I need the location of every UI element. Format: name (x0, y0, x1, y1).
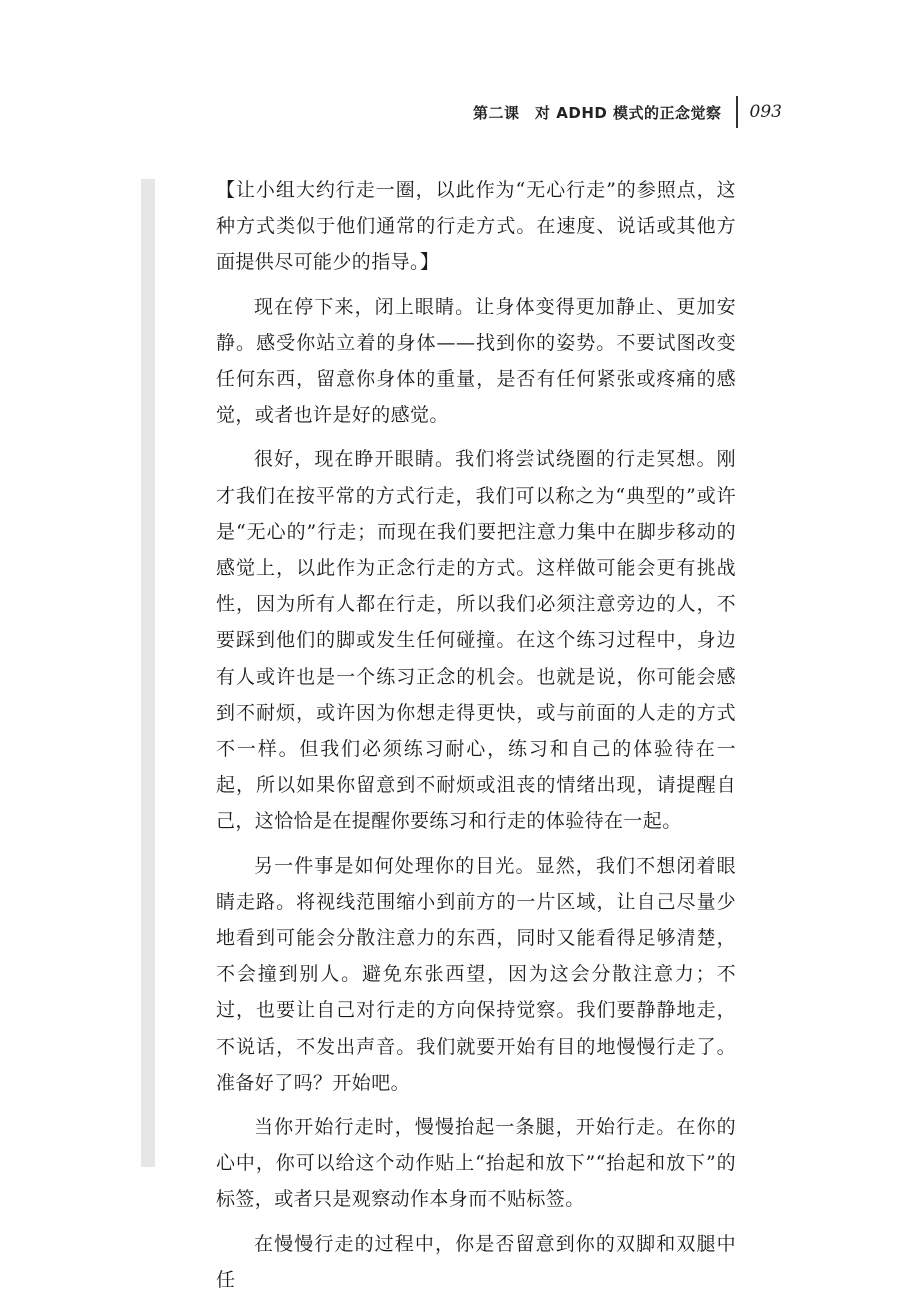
chapter-title: 第二课 对 ADHD 模式的正念觉察 (473, 103, 722, 122)
paragraph: 很好，现在睁开眼睛。我们将尝试绕圈的行走冥想。刚才我们在按平常的方式行走，我们可以称之为“典型的”或许是“无心的”行走；而现在我们要把注意力集中在脚步移动的感觉上，以此作为正念行走的方式。这样做可能会更有挑战性，因为所有人都在行走，所以我们必须注意旁边的人，不要踩到他们的脚或发生任何碰撞。在这个练习过程中，身边有人或许也是一个练习正念的机会。也就是说，你可能会感到不耐烦，或许因为你想走得更快，或与前面的人走的方式不一样。但我们必须练习耐心，练习和自己的体验待在一起，所以如果你留意到不耐烦或沮丧的情绪出现，请提醒自己，这恰恰是在提醒你要练习和行走的体验待在一起。 (216, 448, 736, 833)
margin-bar (141, 179, 155, 1167)
running-header (473, 96, 782, 128)
header-divider (736, 96, 738, 128)
body-text (216, 172, 736, 1306)
paragraph: 另一件事是如何处理你的目光。显然，我们不想闭着眼睛走路。将视线范围缩小到前方的一片区域，让自己尽量少地看到可能会分散注意力的东西，同时又能看得足够清楚，不会撞到别人。避免东张西望，因为这会分散注意力；不过，也要让自己对行走的方向保持觉察。我们要静静地走，不说话，不发出声音。我们就要开始有目的地慢慢行走了。准备好了吗？开始吧。 (216, 854, 736, 1094)
instruction-paragraph: 【让小组大约行走一圈，以此作为“无心行走”的参照点，这种方式类似于他们通常的行走方式。在速度、说话或其他方面提供尽可能少的指导。】 (216, 179, 736, 274)
page-number: 093 (749, 102, 782, 122)
paragraph: 在慢慢行走的过程中，你是否留意到你的双脚和双腿中任 (216, 1232, 736, 1291)
paragraph: 当你开始行走时，慢慢抬起一条腿，开始行走。在你的心中，你可以给这个动作贴上“抬起和放下”“抬起和放下”的标签，或者只是观察动作本身而不贴标签。 (216, 1116, 736, 1211)
paragraph: 现在停下来，闭上眼睛。让身体变得更加静止、更加安静。感受你站立着的身体——找到你的姿势。不要试图改变任何东西，留意你身体的重量，是否有任何紧张或疼痛的感觉，或者也许是好的感觉。 (216, 295, 736, 427)
